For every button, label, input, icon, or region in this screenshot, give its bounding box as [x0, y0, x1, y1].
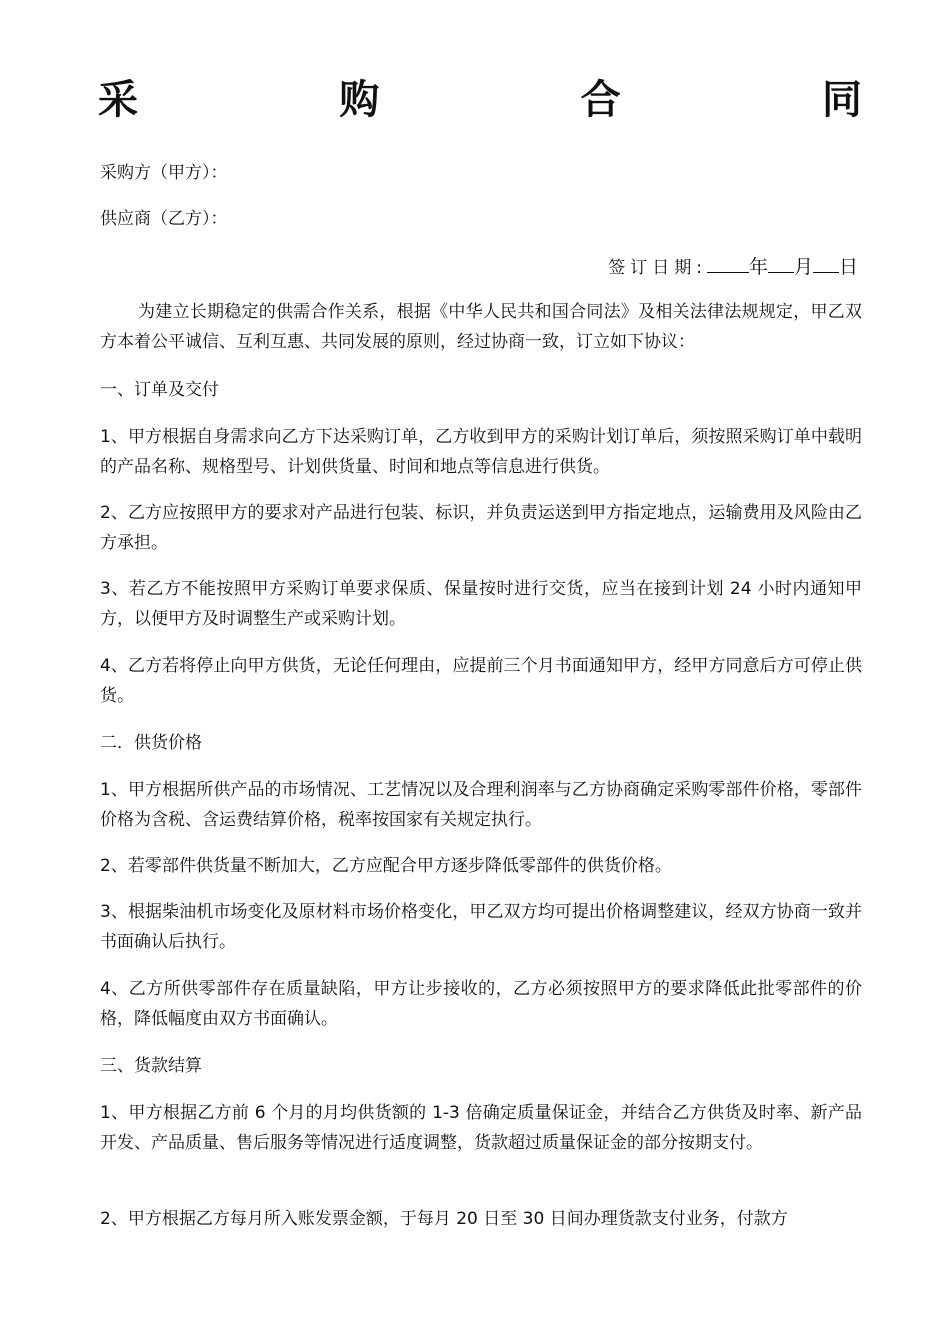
year-label: 年 [748, 256, 768, 278]
year-blank [707, 254, 749, 273]
buyer-field-label: 采购方（甲方）： [100, 163, 228, 183]
clause-paragraph: 1、甲方根据乙方前 6 个月的月均供货额的 1-3 倍确定质量保证金，并结合乙方供货及时率、新产品开发、产品质量、售后服务等情况进行适度调整，货款超过质量保证金的部分按期支付。 [100, 1103, 862, 1153]
clause-paragraph: 4、乙方若将停止向甲方供货，无论任何理由，应提前三个月书面通知甲方，经甲方同意后方可停止供货。 [100, 656, 862, 706]
clause-paragraph: 1、甲方根据自身需求向乙方下达采购订单，乙方收到甲方的采购计划订单后，须按照采购订单中载明的产品名称、规格型号、计划供货量、时间和地点等信息进行供货。 [100, 427, 862, 477]
clause-paragraph: 2、甲方根据乙方每月所入账发票金额，于每月 20 日至 30 日间办理货款支付业务，付款方 [100, 1209, 788, 1229]
signing-date-row [608, 254, 858, 281]
day-blank [813, 254, 839, 273]
clause-paragraph: 2、乙方应按照甲方的要求对产品进行包装、标识，并负责运送到甲方指定地点，运输费用及风险由乙方承担。 [100, 503, 862, 553]
document-title [98, 70, 862, 130]
title-char: 采 [98, 77, 138, 123]
clause-paragraph: 1、甲方根据所供产品的市场情况、工艺情况以及合理利润率与乙方协商确定采购零部件价格，零部件价格为含税、含运费结算价格，税率按国家有关规定执行。 [100, 780, 862, 830]
clause-paragraph: 3、若乙方不能按照甲方采购订单要求保质、保量按时进行交货，应当在接到计划 24 小时内通知甲方，以便甲方及时调整生产或采购计划。 [100, 579, 862, 629]
day-label: 日 [838, 256, 858, 278]
title-char: 购 [339, 77, 380, 123]
month-blank [768, 254, 794, 273]
supplier-field-label: 供应商（乙方）： [100, 209, 228, 229]
intro-paragraph: 为建立长期稳定的供需合作关系，根据《中华人民共和国合同法》及相关法律法规规定，甲乙双方本着公平诚信、互利互惠、共同发展的原则，经过协商一致，订立如下协议： [100, 302, 862, 352]
section-heading: 二．供货价格 [100, 733, 202, 753]
month-label: 月 [793, 256, 813, 278]
clause-paragraph: 2、若零部件供货量不断加大，乙方应配合甲方逐步降低零部件的供货价格。 [100, 856, 672, 876]
section-heading: 三、货款结算 [100, 1056, 202, 1076]
section-heading: 一、订单及交付 [100, 380, 219, 400]
clause-paragraph: 4、乙方所供零部件存在质量缺陷，甲方让步接收的，乙方必须按照甲方的要求降低此批零部件的价格，降低幅度由双方书面确认。 [100, 979, 862, 1029]
clause-paragraph: 3、根据柴油机市场变化及原材料市场价格变化，甲乙双方均可提出价格调整建议，经双方协商一致并书面确认后执行。 [100, 902, 862, 952]
title-char: 同 [821, 77, 862, 123]
title-char: 合 [580, 77, 621, 123]
signing-date-label: 签订日期: [608, 258, 707, 278]
